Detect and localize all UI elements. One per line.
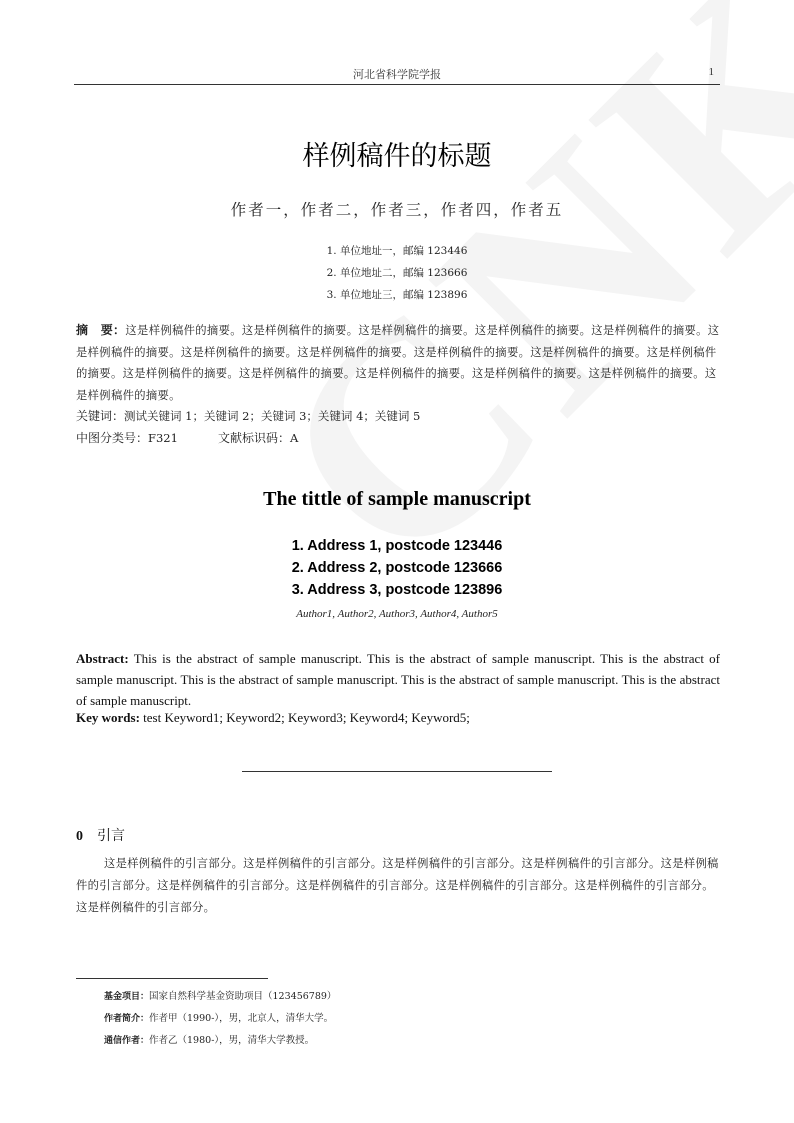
abstract-chinese-label: 摘 要： <box>76 323 126 337</box>
journal-name: 河北省科学院学报 <box>353 68 441 81</box>
section-number: 0 <box>76 829 83 844</box>
section-heading <box>76 825 125 845</box>
keywords-english <box>76 710 720 726</box>
address-3: 3. Address 3, postcode 123896 <box>291 582 503 598</box>
abstract-english <box>76 648 720 711</box>
abstract-english-text: This is the abstract of sample manuscript. This is the abstract of sample manuscript. This is the abstract of sample manuscript. This is the abstract of sample manuscript. This is the abstract of sample manuscript. This is the abstract of sample manuscript. <box>76 651 720 708</box>
page-number: 1 <box>708 66 714 78</box>
address-1: 1. Address 1, postcode 123446 <box>291 538 503 554</box>
keywords-english-label: Key words: <box>76 710 140 725</box>
affiliation-2: 2. 单位地址二，邮编 123666 <box>326 267 468 279</box>
footnotes <box>104 986 336 1052</box>
section-title: 引言 <box>97 828 125 844</box>
address-2: 2. Address 2, postcode 123666 <box>291 560 503 576</box>
authors-chinese: 作者一，作者二，作者三，作者四，作者五 <box>230 201 564 219</box>
section-divider <box>242 771 552 772</box>
footnote-author-bio-text: 作者甲（1990-），男，北京人，清华大学。 <box>149 1013 334 1024</box>
footnote-rule <box>76 978 268 979</box>
keywords-chinese <box>76 407 720 424</box>
doc-code-value: A <box>289 431 299 445</box>
keywords-chinese-label: 关键词： <box>76 409 125 423</box>
clc-label: 中图分类号： <box>76 431 149 445</box>
authors-english: Author1, Author2, Author3, Author4, Author5 <box>296 608 498 620</box>
classification-line <box>76 429 720 446</box>
footnote-funding-text: 国家自然科学基金资助项目（123456789） <box>149 991 337 1002</box>
footnote-corresponding-label: 通信作者： <box>104 1036 150 1046</box>
affiliation-1: 1. 单位地址一，邮编 123446 <box>326 245 468 257</box>
title-english: The tittle of sample manuscript <box>263 488 531 510</box>
abstract-chinese-text: 这是样例稿件的摘要。这是样例稿件的摘要。这是样例稿件的摘要。这是样例稿件的摘要。这是样例稿件的摘要。这是样例稿件的摘要。这是样例稿件的摘要。这是样例稿件的摘要。这是样例稿件的摘要。这是样例稿件的摘要。这是样例稿件的摘要。这是样例稿件的摘要。这是样例稿件的摘要。这是样例稿件的摘要。这是样例稿件的摘要。这是样例稿件的摘要。这是样例稿件的摘要。 <box>76 324 720 402</box>
section-body: 这是样例稿件的引言部分。这是样例稿件的引言部分。这是样例稿件的引言部分。这是样例稿件的引言部分。这是样例稿件的引言部分。这是样例稿件的引言部分。这是样例稿件的引言部分。这是样例稿件的引言部分。这是样例稿件的引言部分。这是样例稿件的引言部分。 <box>76 857 719 914</box>
footnote-corresponding-text: 作者乙（1980-），男，清华大学教授。 <box>149 1035 315 1046</box>
addresses-english <box>0 535 794 601</box>
footnote-funding-label: 基金项目： <box>104 992 150 1002</box>
affiliation-3: 3. 单位地址三，邮编 123896 <box>326 289 468 301</box>
title-chinese: 样例稿件的标题 <box>302 141 492 172</box>
footnote-author-bio-label: 作者简介： <box>104 1014 150 1024</box>
doc-code-label: 文献标识码： <box>217 431 290 445</box>
footnote-funding <box>104 986 336 1008</box>
abstract-chinese <box>76 320 720 406</box>
keywords-english-text: test Keyword1; Keyword2; Keyword3; Keyword4; Keyword5; <box>139 710 470 725</box>
keywords-chinese-text: 测试关键词 1；关键词 2；关键词 3；关键词 4；关键词 5 <box>124 409 421 423</box>
clc-value: F321 <box>148 431 178 445</box>
abstract-english-label: Abstract: <box>76 651 129 666</box>
footnote-corresponding <box>104 1030 336 1052</box>
affiliations-chinese <box>0 240 794 306</box>
footnote-author-bio <box>104 1008 336 1030</box>
